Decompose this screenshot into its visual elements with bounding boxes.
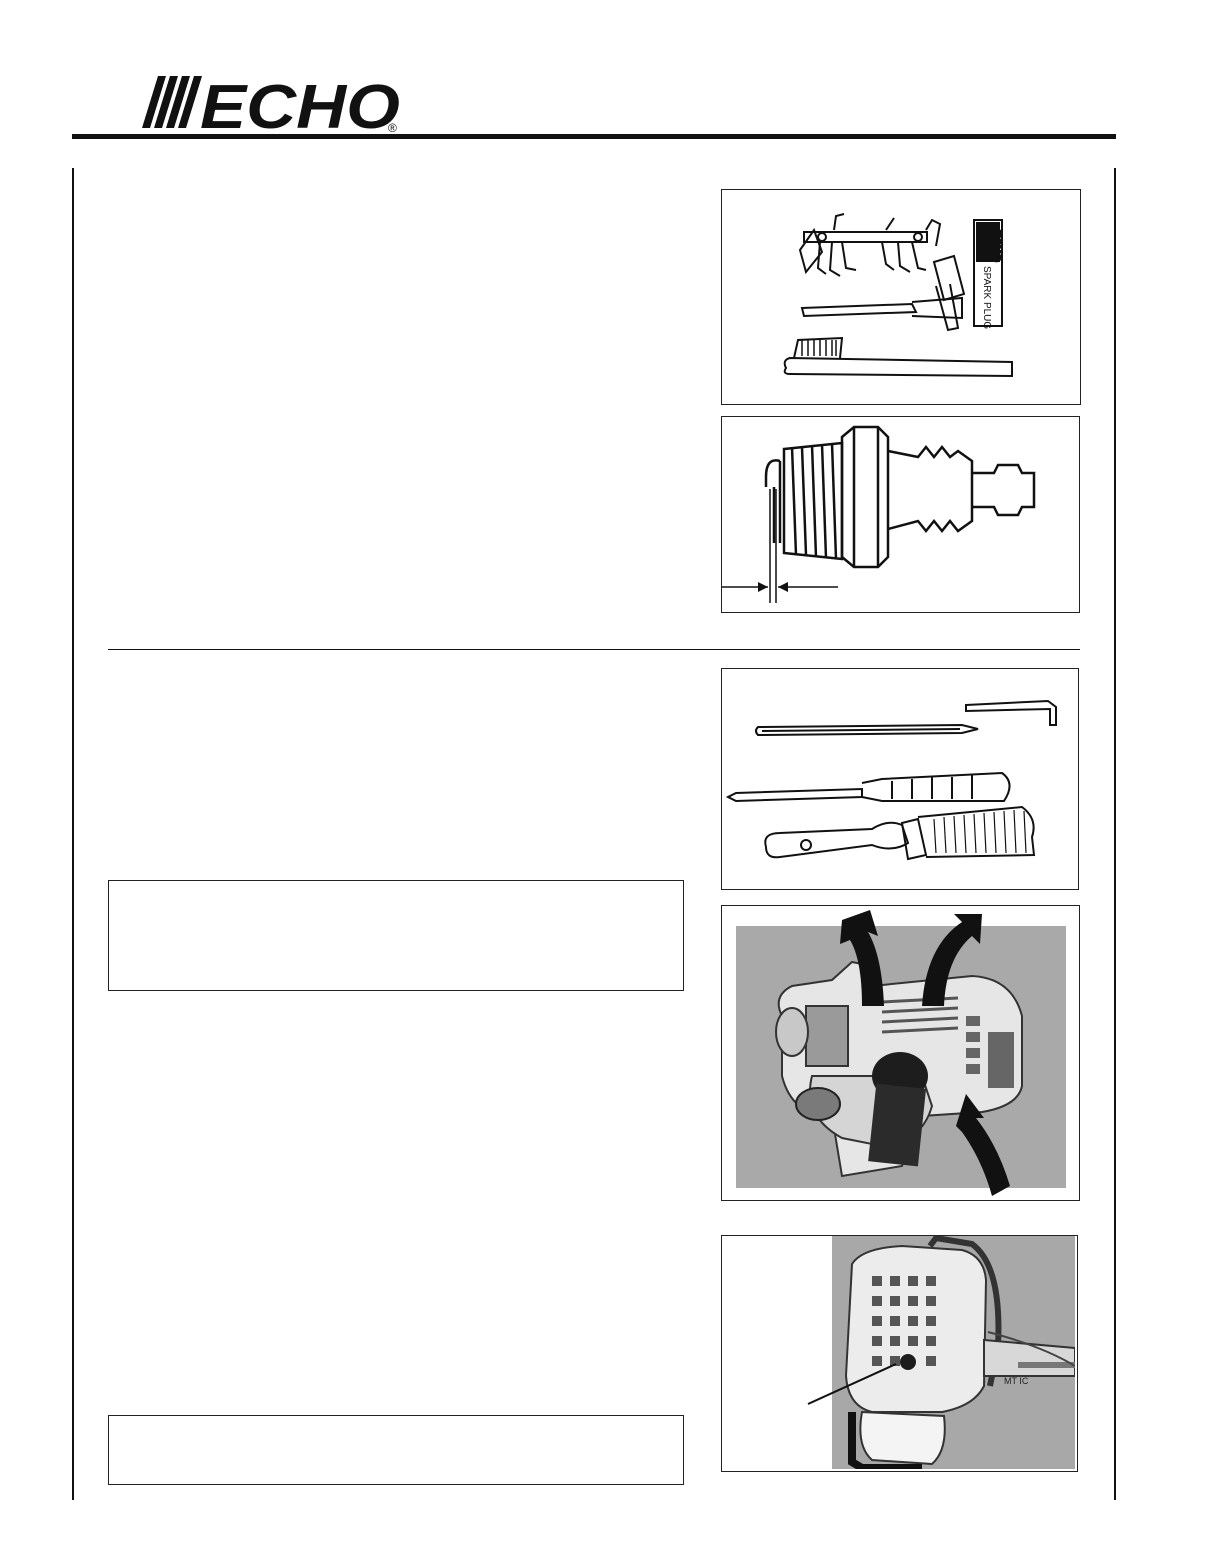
svg-text:SPARK PLUG: SPARK PLUG [981, 266, 992, 330]
section-divider [108, 649, 1080, 650]
left-margin-rule [72, 168, 74, 1500]
engine-airflow-photo [722, 906, 1077, 1198]
engine-side-photo [722, 1236, 1075, 1469]
logo-wordmark: ECHO [200, 73, 400, 134]
engine-label: MT IC [1004, 1376, 1029, 1386]
echo-logo [140, 72, 410, 134]
spark-plug-gap-illustration [722, 417, 1077, 610]
svg-text:ECHO: ECHO [990, 230, 1002, 262]
notice-box-2 [108, 1415, 684, 1485]
figure-engine-side-view [721, 1235, 1078, 1472]
figure-cleaning-tools [721, 668, 1079, 890]
right-margin-rule [1114, 168, 1116, 1500]
figure-engine-airflow [721, 905, 1080, 1201]
spark-plug-tools-illustration [722, 190, 1078, 402]
notice-box-1 [108, 880, 684, 991]
registered-mark: ® [388, 121, 397, 134]
cleaning-tools-illustration [722, 669, 1076, 887]
figure-spark-plug-tools [721, 189, 1081, 405]
figure-spark-plug-gap [721, 416, 1080, 613]
header-rule [72, 134, 1116, 139]
